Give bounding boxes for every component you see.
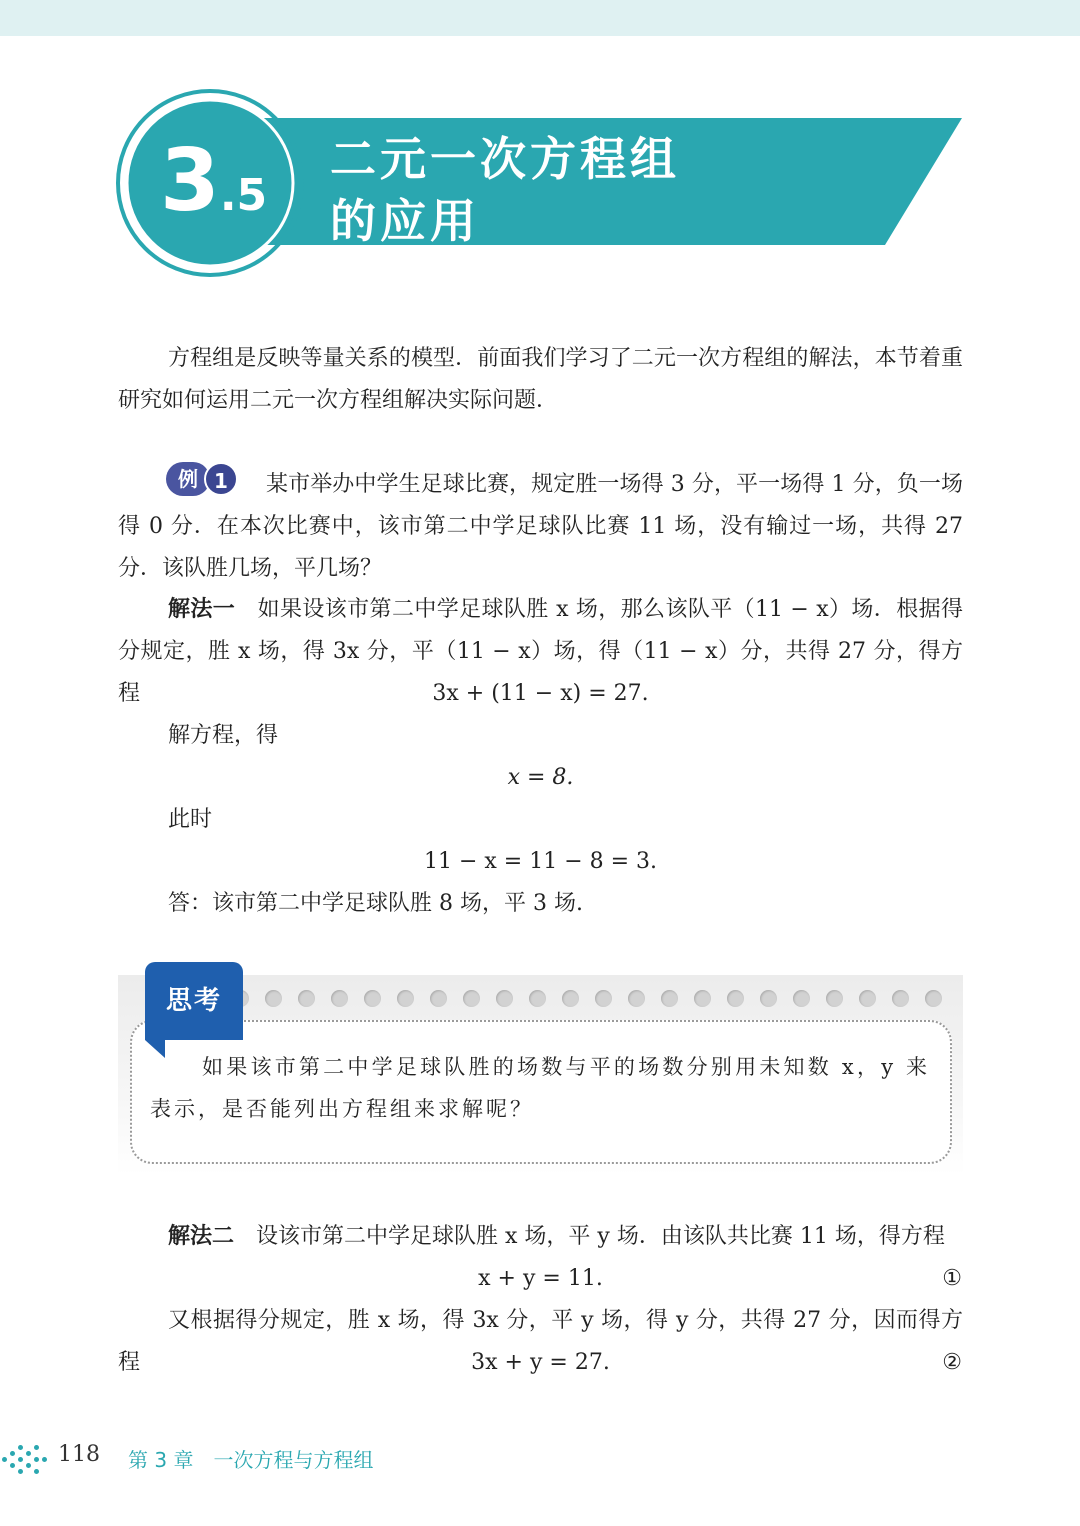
dot xyxy=(925,990,942,1007)
solution1-solve-label: 解方程，得 xyxy=(168,723,279,748)
intro-paragraph: 方程组是反映等量关系的模型．前面我们学习了二元一次方程组的解法，本节着重研究如何运用二元一次方程组解决实际问题． xyxy=(118,346,963,413)
dot xyxy=(760,990,777,1007)
dot xyxy=(562,990,579,1007)
dot xyxy=(595,990,612,1007)
page-number: 118 xyxy=(58,1442,100,1467)
solution1-text: 如果设该市第二中学足球队胜 x 场，那么该队平（11 − x）场．根据得分规定，胜 x 场，得 3x 分，平（11 − x）场，得（11 − x）分，共得 27 分，得方程 xyxy=(118,597,963,706)
solution1-label: 解法一 xyxy=(168,597,236,622)
solution1-answer: 答：该市第二中学足球队胜 8 场，平 3 场. xyxy=(168,891,583,916)
dot xyxy=(430,990,447,1007)
equation-number-1: ① xyxy=(942,1266,962,1291)
dot xyxy=(793,990,810,1007)
section-number-sub: .5 xyxy=(219,170,268,221)
dot xyxy=(694,990,711,1007)
solution1-equation2: x = 8. xyxy=(507,765,574,790)
example-badge-number: 1 xyxy=(204,462,238,496)
dot xyxy=(463,990,480,1007)
dot xyxy=(661,990,678,1007)
footer-dots-icon xyxy=(0,1443,50,1477)
think-dots xyxy=(232,990,952,1010)
dot xyxy=(892,990,909,1007)
dot xyxy=(496,990,513,1007)
dot xyxy=(265,990,282,1007)
chapter-title: 第 3 章 一次方程与方程组 xyxy=(128,1448,374,1472)
example-badge-label: 例 xyxy=(166,462,210,496)
solution2-paragraph xyxy=(118,1216,963,1258)
equation-number-2: ② xyxy=(942,1350,962,1375)
example-problem: 某市举办中学生足球比赛，规定胜一场得 3 分，平一场得 1 分，负一场得 0 分．在本次比赛中，该市第二中学足球队比赛 11 场，没有输过一场，共得 27 分．该队胜几场，平几场？ xyxy=(118,472,963,581)
section-title-line1: 二元一次方程组 xyxy=(330,132,680,186)
section-number xyxy=(160,131,268,231)
solution2-equation2: 3x + y = 27. xyxy=(471,1350,610,1375)
think-tab: 思考 xyxy=(145,962,243,1040)
dot xyxy=(364,990,381,1007)
dot xyxy=(826,990,843,1007)
solution2-label: 解法二 xyxy=(168,1224,235,1249)
solution1-equation3: 11 − x = 11 − 8 = 3. xyxy=(423,849,658,874)
solution1-equation1: 3x + (11 − x) = 27. xyxy=(432,681,649,706)
section-title xyxy=(330,128,890,252)
section-title-line2: 的应用 xyxy=(330,194,480,248)
dot xyxy=(298,990,315,1007)
dot xyxy=(727,990,744,1007)
solution2-text: 设该市第二中学足球队胜 x 场，平 y 场．由该队共比赛 11 场，得方程 xyxy=(256,1224,945,1249)
dot xyxy=(397,990,414,1007)
think-text: 如果该市第二中学足球队胜的场数与平的场数分别用未知数 x，y 来表示，是否能列出方程组来求解呢？ xyxy=(150,1055,930,1121)
solution2-equation1: x + y = 11. xyxy=(478,1266,603,1291)
dot xyxy=(859,990,876,1007)
dot xyxy=(529,990,546,1007)
solution1-then-label: 此时 xyxy=(168,807,213,832)
top-band xyxy=(0,0,1080,36)
dot xyxy=(628,990,645,1007)
section-number-main: 3 xyxy=(160,131,220,231)
solution2-text2: 又根据得分规定，胜 x 场，得 3x 分，平 y 场，得 y 分，共得 27 分，因而得方程 xyxy=(118,1308,963,1375)
dot xyxy=(331,990,348,1007)
